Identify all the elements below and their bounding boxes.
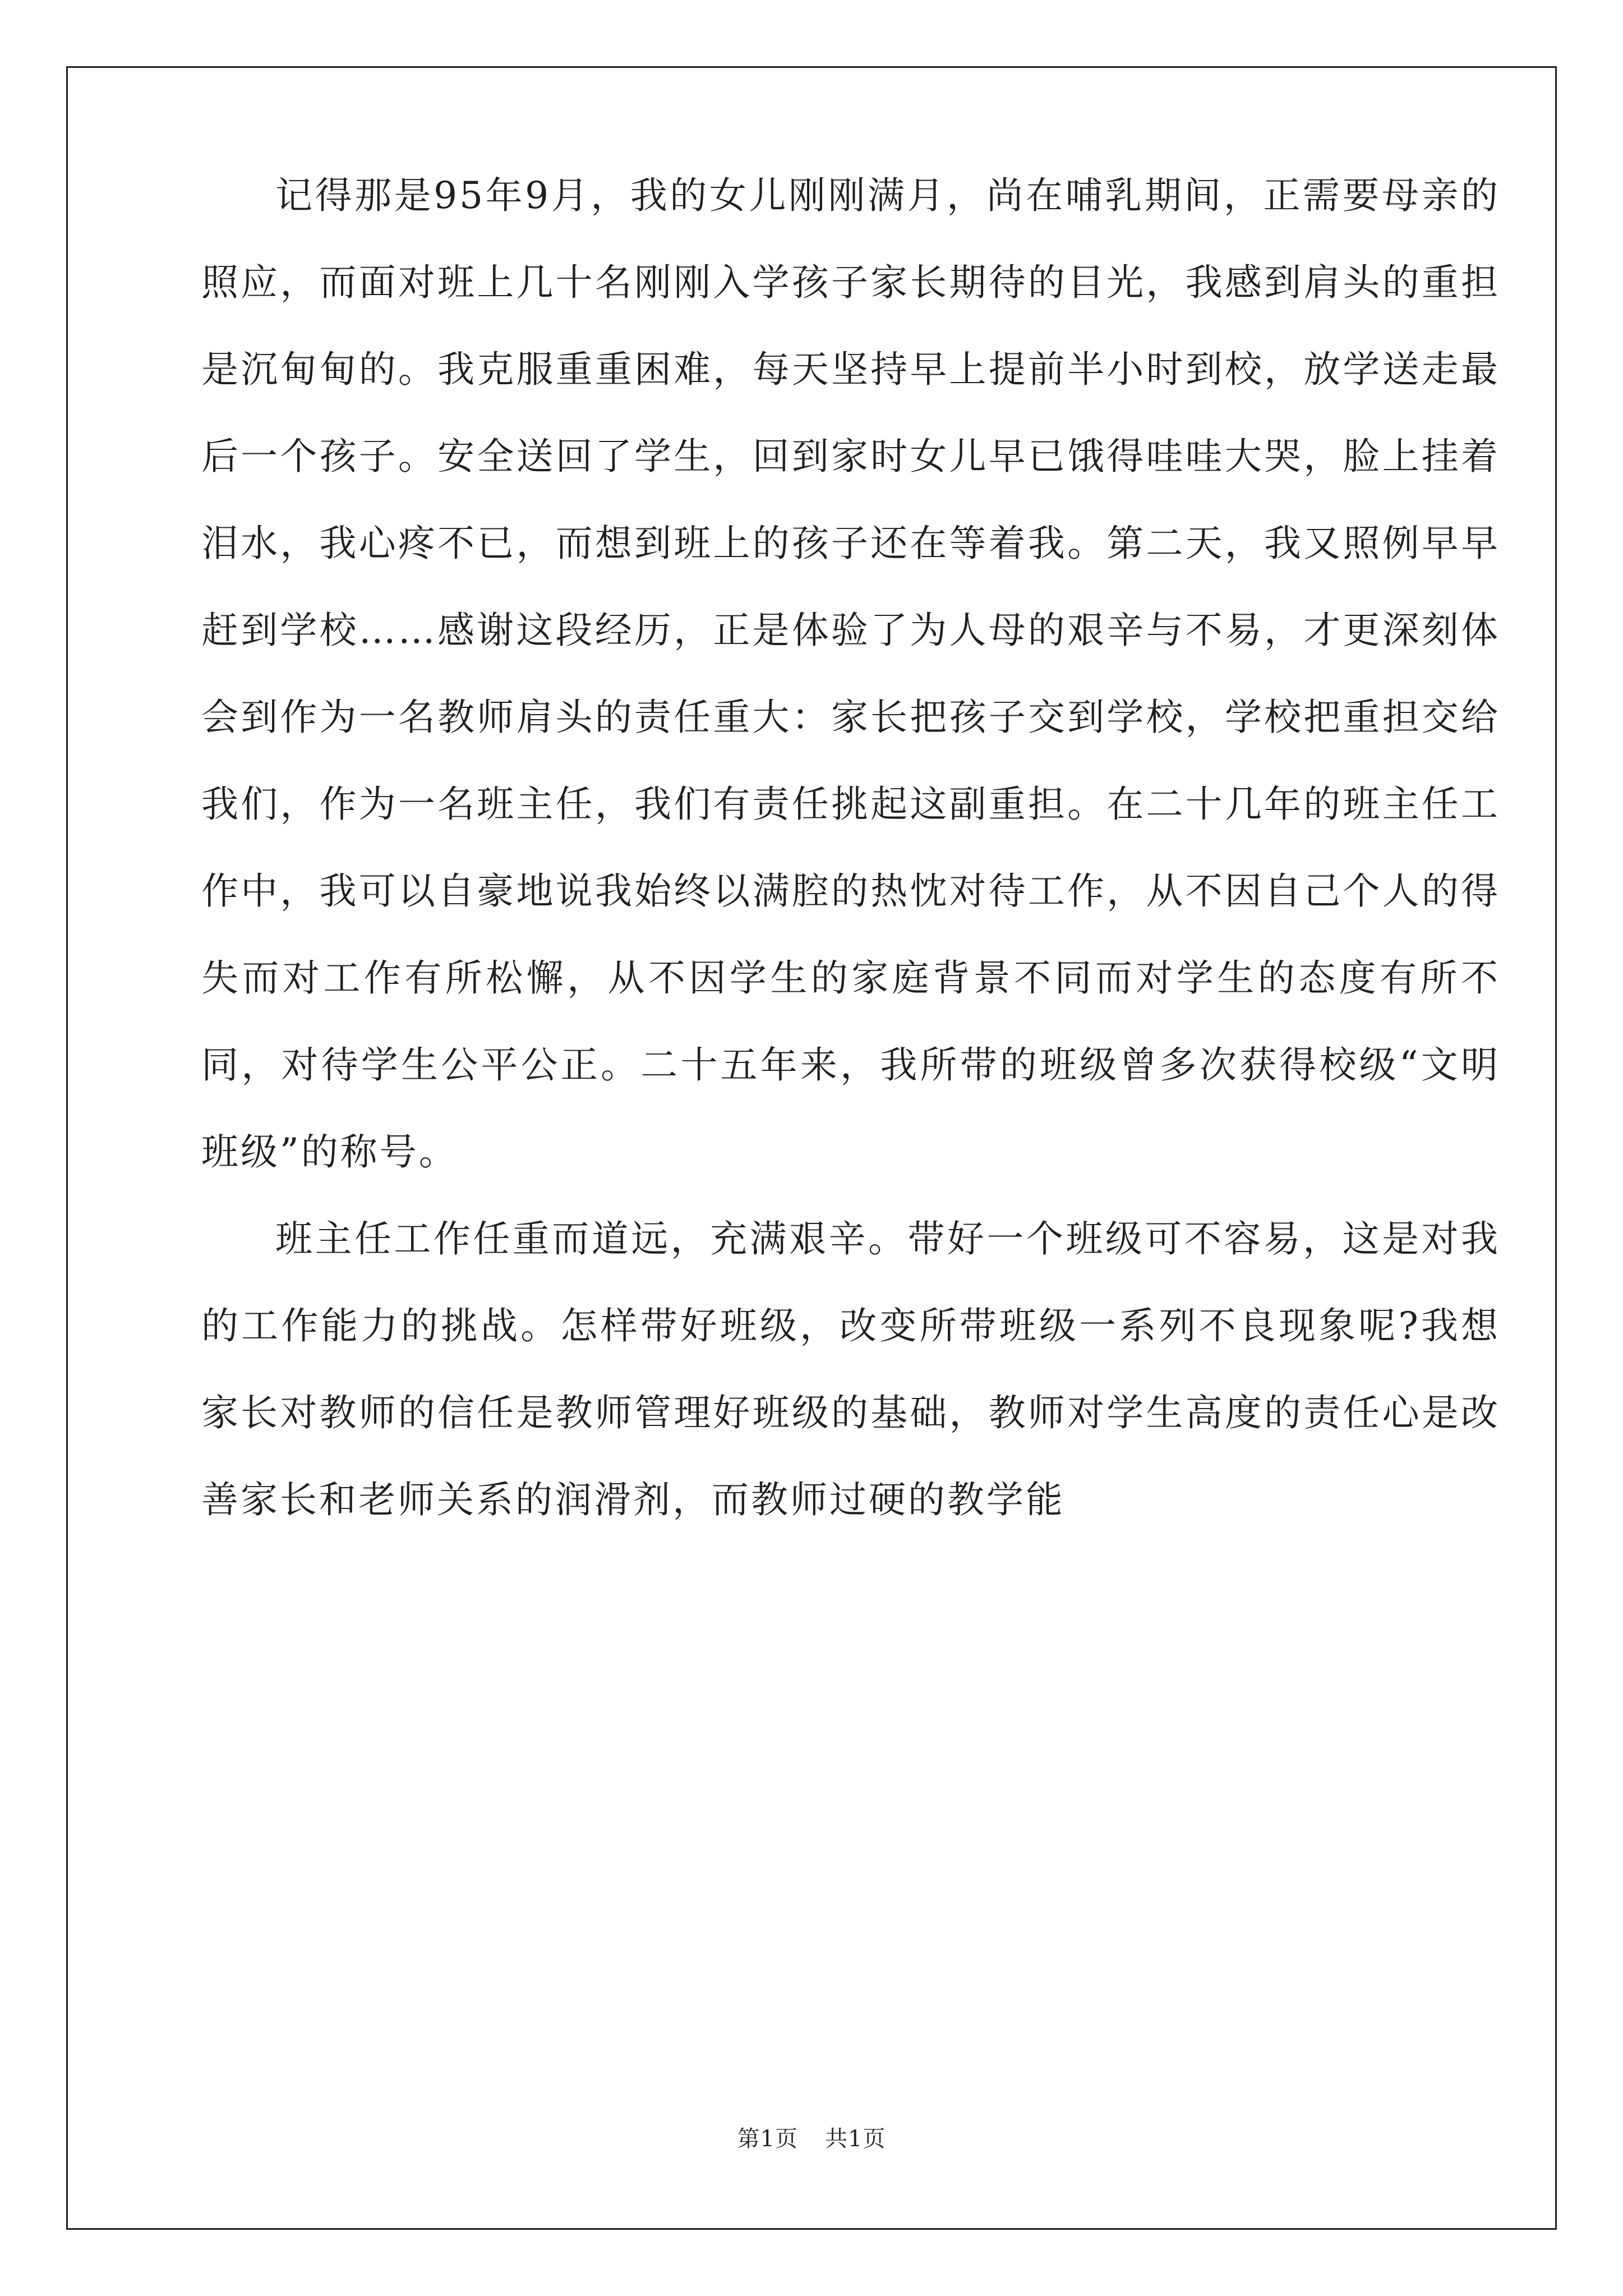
document-body	[201, 152, 1500, 1543]
page-frame	[66, 66, 1557, 2230]
page-number: 第1页	[737, 2126, 798, 2152]
page-footer	[68, 2121, 1555, 2153]
page-total: 共1页	[825, 2126, 886, 2152]
paragraph-2: 班主任工作任重而道远，充满艰辛。带好一个班级可不容易，这是对我的工作能力的挑战。怎样带好班级，改变所带班级一系列不良现象呢?我想家长对教师的信任是教师管理好班级的基础，教师对学生高度的责任心是改善家长和老师关系的润滑剂，而教师过硬的教学能	[201, 1217, 1500, 1521]
paragraph-1: 记得那是95年9月，我的女儿刚刚满月，尚在哺乳期间，正需要母亲的照应，而面对班上几十名刚刚入学孩子家长期待的目光，我感到肩头的重担是沉甸甸的。我克服重重困难，每天坚持早上提前半小时到校，放学送走最后一个孩子。安全送回了学生，回到家时女儿早已饿得哇哇大哭，脸上挂着泪水，我心疼不已，而想到班上的孩子还在等着我。第二天，我又照例早早赶到学校……感谢这段经历，正是体验了为人母的艰辛与不易，才更深刻体会到作为一名教师肩头的责任重大：家长把孩子交到学校，学校把重担交给我们，作为一名班主任，我们有责任挑起这副重担。在二十几年的班主任工作中，我可以自豪地说我始终以满腔的热忱对待工作，从不因自己个人的得失而对工作有所松懈，从不因学生的家庭背景不同而对学生的态度有所不同，对待学生公平公正。二十五年来，我所带的班级曾多次获得校级“文明班级”的称号。	[201, 174, 1500, 1174]
